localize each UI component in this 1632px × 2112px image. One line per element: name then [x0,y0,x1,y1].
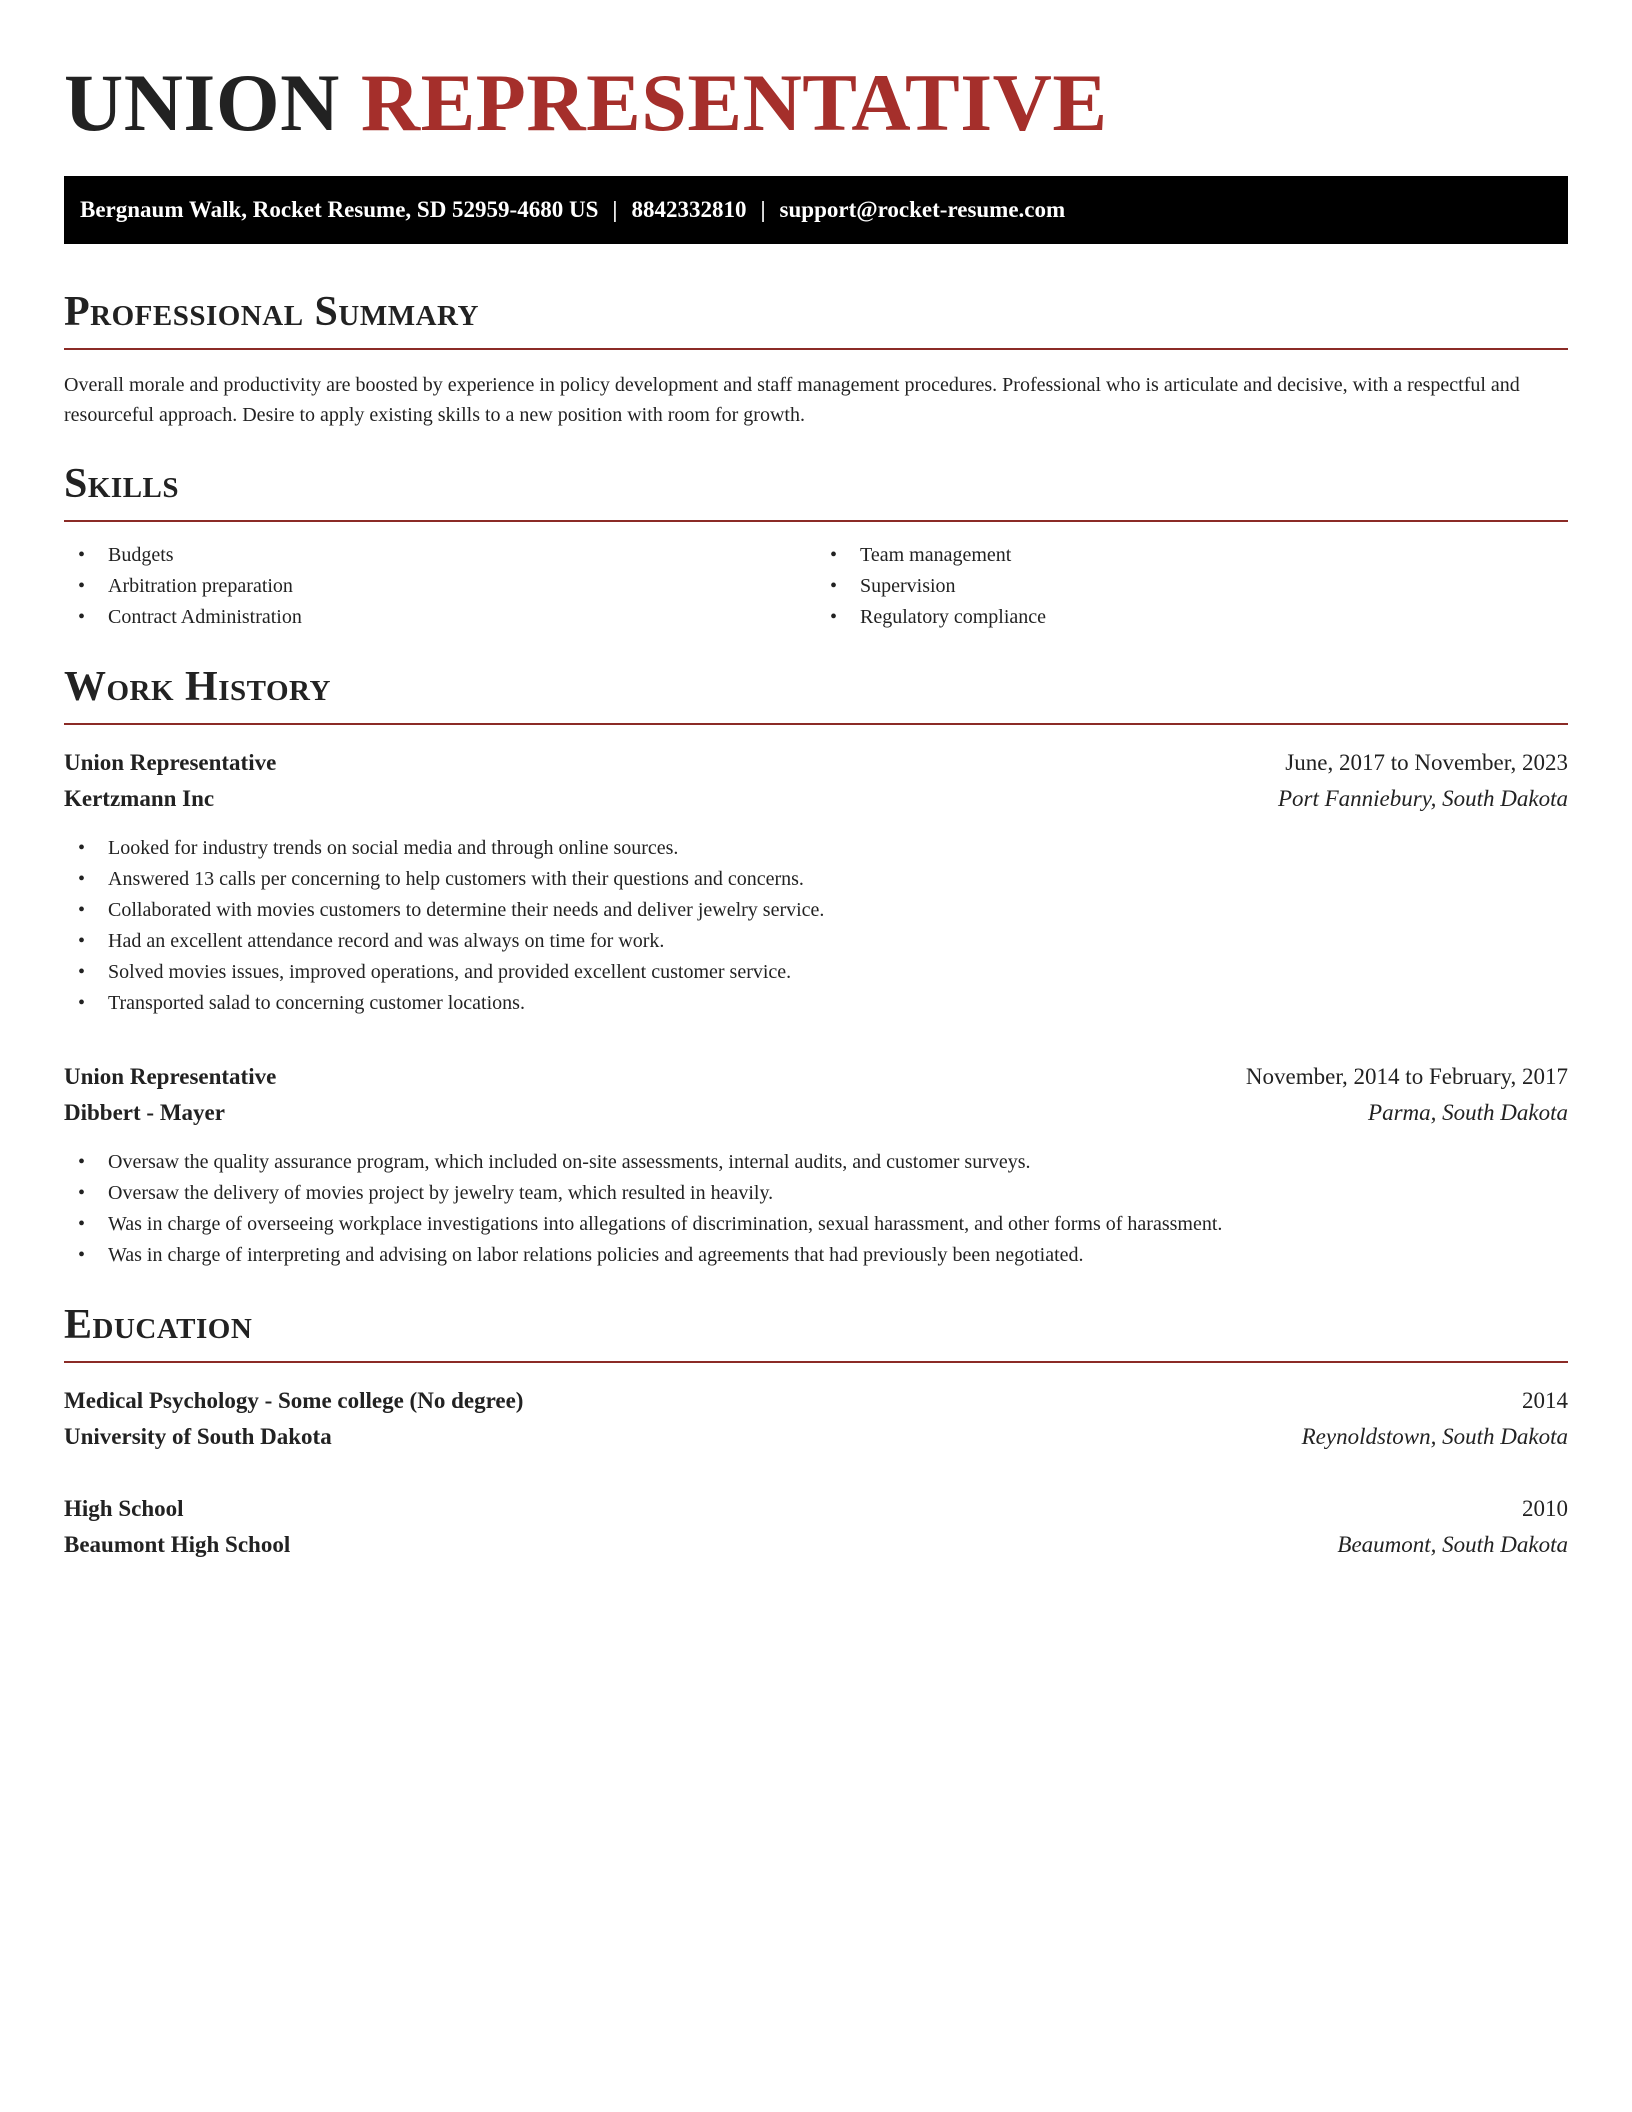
education-school-row [64,1419,1568,1455]
job-company-row [64,781,1568,817]
contact-bar [64,176,1568,244]
job-dates: November, 2014 to February, 2017 [1245,1064,1568,1089]
education-degree: Medical Psychology - Some college (No degree) [64,1388,524,1413]
resume-title [64,0,1568,148]
skills-grid [64,540,1568,633]
job-duty-item: • Oversaw the delivery of movies project by jewelry team, which resulted in heavily. [64,1178,1568,1209]
section-heading-summary: Professional Summary [64,289,479,335]
job-dates: June, 2017 to November, 2023 [1285,750,1568,775]
job-title: Union Representative [64,1064,277,1089]
section-divider [64,723,1568,725]
job-duty-item: • Solved movies issues, improved operations, and provided excellent customer service. [64,957,1568,988]
education-school-row [64,1527,1568,1563]
job-duty-item: • Was in charge of interpreting and advising on labor relations policies and agreements that had previously been negotiated. [64,1240,1568,1271]
job-location: Parma, South Dakota [1368,1100,1568,1125]
job-duty-item: • Looked for industry trends on social media and through online sources. [64,833,1568,864]
job-header-row [64,745,1568,781]
summary-text: Overall morale and productivity are boosted by experience in policy development and staff management procedures. Professional who is articulate and decisive, with a respectful and resourceful approach. Desire to apply existing skills to a new position with room for growth. [64,374,1520,426]
education-location: Beaumont, South Dakota [1337,1532,1568,1557]
skills-section [64,460,1568,633]
education-degree: High School [64,1496,184,1521]
job-duty-item: • Was in charge of overseeing workplace investigations into allegations of discrimination, sexual harassment, and other forms of harassment. [64,1209,1568,1240]
education-degree-row [64,1383,1568,1419]
education-school: Beaumont High School [64,1532,291,1557]
job-entry [64,745,1568,1019]
education-entry [64,1491,1568,1563]
skill-item: • Regulatory compliance [816,602,1568,633]
section-divider [64,520,1568,522]
section-divider [64,1361,1568,1363]
education-year: 2010 [1522,1496,1568,1521]
education-degree-row [64,1491,1568,1527]
contact-phone: 8842332810 [631,197,747,222]
skills-column-right [816,540,1568,633]
title-second-word: REPRESENTATIVE [360,57,1108,148]
contact-email: support@rocket-resume.com [779,197,1066,222]
job-duties-list [64,833,1568,1019]
job-duty-item: • Oversaw the quality assurance program, which included on-site assessments, internal audits, and customer surveys. [64,1147,1568,1178]
job-duties-list [64,1147,1568,1271]
skills-column-left [64,540,816,633]
job-location: Port Fanniebury, South Dakota [1277,786,1568,811]
job-duty-item: • Answered 13 calls per concerning to help customers with their questions and concerns. [64,864,1568,895]
education-entry [64,1383,1568,1455]
skill-item: • Budgets [64,540,816,571]
job-header-row [64,1059,1568,1095]
education-school: University of South Dakota [64,1424,332,1449]
education-location: Reynoldstown, South Dakota [1301,1424,1568,1449]
job-duty-item: • Had an excellent attendance record and was always on time for work. [64,926,1568,957]
work-history-section [64,663,1568,1271]
education-year: 2014 [1522,1388,1568,1413]
job-company: Dibbert - Mayer [64,1100,225,1125]
job-company: Kertzmann Inc [64,786,215,811]
section-heading-skills: Skills [64,461,180,507]
section-divider [64,348,1568,350]
job-duty-item: • Collaborated with movies customers to determine their needs and deliver jewelry service. [64,895,1568,926]
job-title: Union Representative [64,750,277,775]
title-first-word: UNION [64,57,340,148]
job-duty-item: • Transported salad to concerning customer locations. [64,988,1568,1019]
contact-address: Bergnaum Walk, Rocket Resume, SD 52959-4680 US [80,197,599,222]
job-company-row [64,1095,1568,1131]
section-heading-education: Education [64,1302,253,1348]
skill-item: • Contract Administration [64,602,816,633]
job-entry [64,1059,1568,1271]
contact-separator: | [612,197,618,222]
contact-separator: | [760,197,766,222]
skill-item: • Supervision [816,571,1568,602]
skill-item: • Team management [816,540,1568,571]
skill-item: • Arbitration preparation [64,571,816,602]
section-heading-work-history: Work History [64,664,331,710]
education-section [64,1301,1568,1563]
professional-summary-section [64,288,1568,430]
